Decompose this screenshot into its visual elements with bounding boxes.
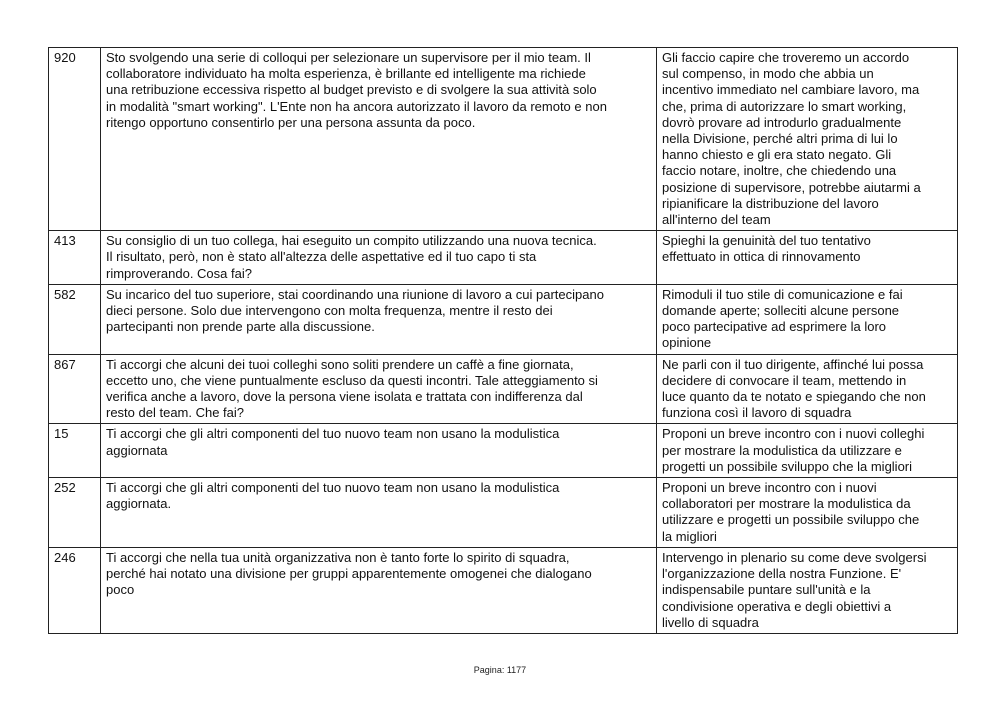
question-text-cell: Ti accorgi che nella tua unità organizzativa non è tanto forte lo spirito di squadra, perché hai notato una divisione per gruppi apparentemente omogenei che dialogano poco: [101, 547, 657, 633]
table-row: [49, 284, 958, 354]
question-text-cell: Ti accorgi che alcuni dei tuoi colleghi sono soliti prendere un caffè a fine giornata, eccetto uno, che viene puntualmente escluso da questi incontri. Tale atteggiamento si verifica anche a lavoro, dove la persona viene isolata e trattata con indifferenza dal resto del team. Che fai?: [101, 354, 657, 424]
answer-text-cell: Ne parli con il tuo dirigente, affinché lui possa decidere di convocare il team, mettendo in luce quanto da te notato e spiegando che non funziona così il lavoro di squadra: [657, 354, 958, 424]
question-id-cell: 413: [49, 231, 101, 285]
answer-text-cell: Gli faccio capire che troveremo un accordo sul compenso, in modo che abbia un incentivo immediato nel cambiare lavoro, ma che, prima di autorizzare lo smart working, dovrò provare ad introdurlo gradualmente nella Divisione, perché altri prima di lui lo hanno chiesto e gli era stato negato. Gli faccio notare, inoltre, che chiedendo una posizione di supervisore, potrebbe aiutarmi a ripianificare la distribuzione del lavoro all'interno del team: [657, 48, 958, 231]
question-id-cell: 246: [49, 547, 101, 633]
question-id-cell: 252: [49, 478, 101, 548]
question-text-cell: Su consiglio di un tuo collega, hai eseguito un compito utilizzando una nuova tecnica. Il risultato, però, non è stato all'altezza delle aspettative ed il tuo capo ti sta rimproverando. Cosa fai?: [101, 231, 657, 285]
table-row: [49, 354, 958, 424]
table-row: [49, 48, 958, 231]
question-text-cell: Sto svolgendo una serie di colloqui per selezionare un supervisore per il mio team. Il collaboratore individuato ha molta esperienza, è brillante ed intelligente ma richiede una retribuzione eccessiva rispetto al budget previsto e di svolgere la sua attività solo in modalità "smart working". L'Ente non ha ancora autorizzato il lavoro da remoto e non ritengo opportuno consentirlo per una persona assunta da poco.: [101, 48, 657, 231]
answer-text-cell: Rimoduli il tuo stile di comunicazione e fai domande aperte; solleciti alcune persone poco partecipative ad esprimere la loro opinione: [657, 284, 958, 354]
question-text-cell: Ti accorgi che gli altri componenti del tuo nuovo team non usano la modulistica aggiornata: [101, 424, 657, 478]
question-id-cell: 15: [49, 424, 101, 478]
question-id-cell: 582: [49, 284, 101, 354]
answer-text-cell: Proponi un breve incontro con i nuovi colleghi per mostrare la modulistica da utilizzare e progetti un possibile sviluppo che la migliori: [657, 424, 958, 478]
question-answer-table: [48, 47, 958, 634]
table-row: [49, 478, 958, 548]
table-row: [49, 547, 958, 633]
question-text-cell: Ti accorgi che gli altri componenti del tuo nuovo team non usano la modulistica aggiornata.: [101, 478, 657, 548]
question-id-cell: 920: [49, 48, 101, 231]
answer-text-cell: Proponi un breve incontro con i nuovi collaboratori per mostrare la modulistica da utilizzare e progetti un possibile sviluppo che la migliori: [657, 478, 958, 548]
question-id-cell: 867: [49, 354, 101, 424]
answer-text-cell: Spieghi la genuinità del tuo tentativo effettuato in ottica di rinnovamento: [657, 231, 958, 285]
table-row: [49, 424, 958, 478]
answer-text-cell: Intervengo in plenario su come deve svolgersi l'organizzazione della nostra Funzione. E' indispensabile puntare sull'unità e la condivisione operativa e degli obiettivi a livello di squadra: [657, 547, 958, 633]
page-number-footer: Pagina: 1177: [473, 665, 527, 675]
table-row: [49, 231, 958, 285]
question-text-cell: Su incarico del tuo superiore, stai coordinando una riunione di lavoro a cui partecipano dieci persone. Solo due intervengono con molta frequenza, mentre il resto dei partecipanti non prende parte alla discussione.: [101, 284, 657, 354]
